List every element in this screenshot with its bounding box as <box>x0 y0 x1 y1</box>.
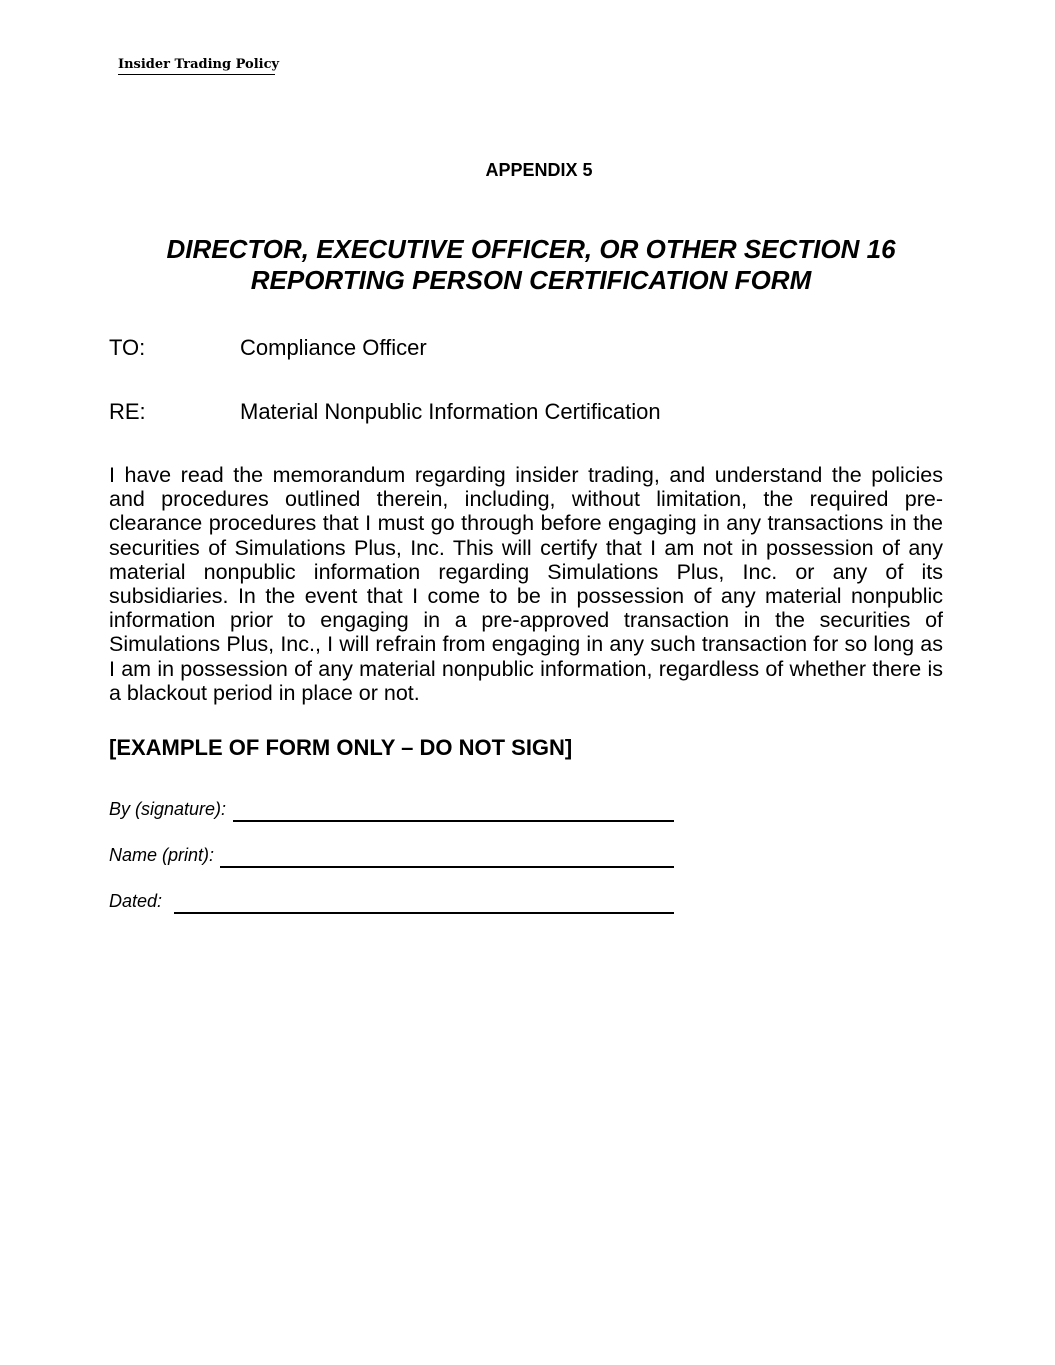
dated-line <box>174 892 674 914</box>
signature-row <box>109 796 674 822</box>
name-row <box>109 842 674 868</box>
signature-label: By (signature): <box>109 799 227 819</box>
memo-re-value: Material Nonpublic Information Certification <box>240 399 661 424</box>
form-title-line-1: DIRECTOR, EXECUTIVE OFFICER, OR OTHER SECTION 16 <box>166 234 896 264</box>
form-title <box>100 234 962 296</box>
running-header: Insider Trading Policy <box>118 57 275 75</box>
certification-paragraph: I have read the memorandum regarding insider trading, and understand the policies and procedures outlined therein, including, without limitation, the required pre-clearance procedures that I must go through before engaging in any transactions in the securities of Simulations Plus, Inc. This will certify that I am not in possession of any material nonpublic information regarding Simulations Plus, Inc. or any of its subsidiaries. In the event that I come to be in possession of any material nonpublic information prior to engaging in a pre-approved transaction in the securities of Simulations Plus, Inc., I will refrain from engaging in any such transaction for so long as I am in possession of any material nonpublic information, regardless of whether there is a blackout period in place or not. <box>109 463 943 705</box>
name-line <box>220 846 674 868</box>
signature-line <box>233 800 674 822</box>
memo-re-label: RE: <box>109 399 146 424</box>
dated-row <box>109 888 674 914</box>
memo-to-label: TO: <box>109 335 146 360</box>
memo-to-value: Compliance Officer <box>240 335 427 360</box>
appendix-label: APPENDIX 5 <box>485 160 593 180</box>
dated-label: Dated: <box>109 891 163 911</box>
form-title-line-2: REPORTING PERSON CERTIFICATION FORM <box>250 265 812 295</box>
name-label: Name (print): <box>109 845 215 865</box>
example-notice: [EXAMPLE OF FORM ONLY – DO NOT SIGN] <box>109 735 573 760</box>
